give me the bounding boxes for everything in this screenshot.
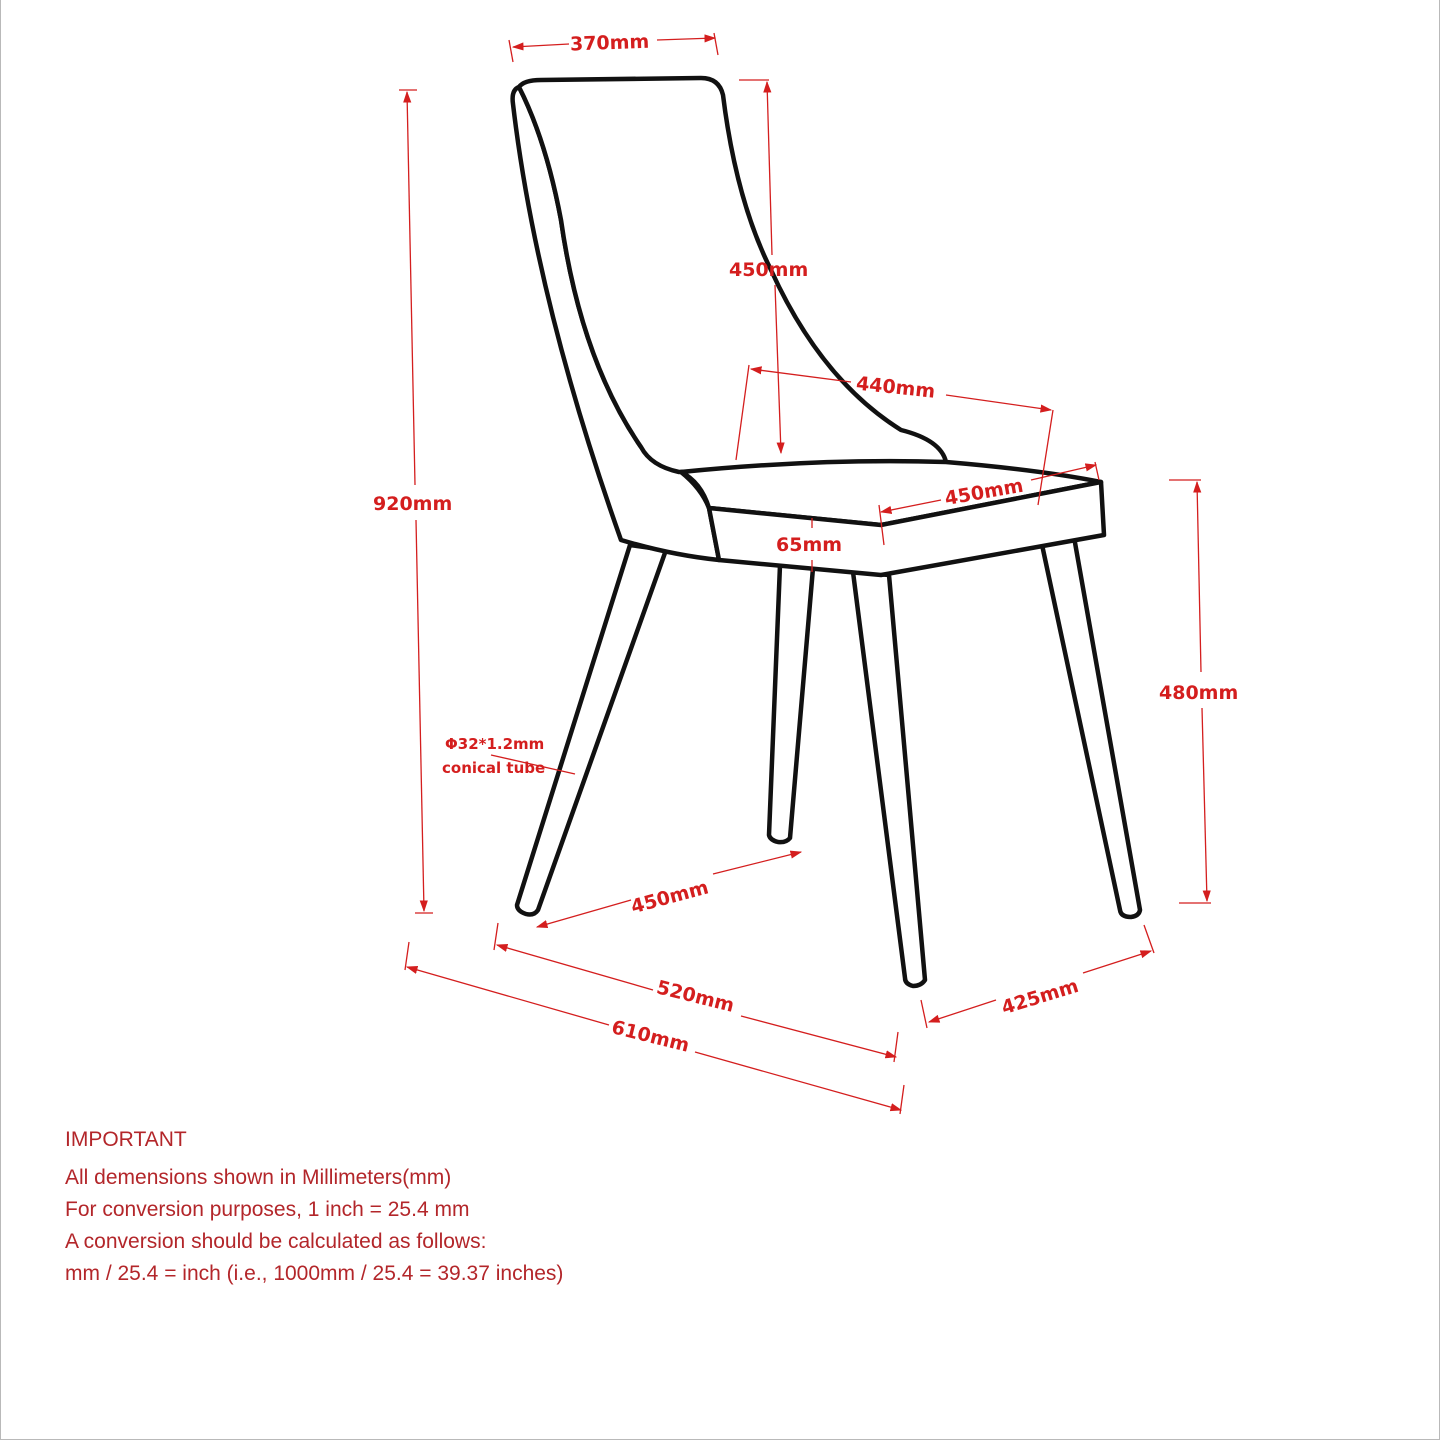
label-overall-depth: 610mm <box>609 1016 692 1057</box>
label-seat-height: 480mm <box>1159 682 1239 704</box>
back-right-leg <box>1041 537 1140 917</box>
note-line-conversion: For conversion purposes, 1 inch = 25.4 mm <box>65 1198 470 1221</box>
label-leg-spec-line1: Φ32*1.2mm <box>445 735 545 753</box>
label-backrest-height: 450mm <box>729 259 809 281</box>
label-seat-thickness: 65mm <box>776 534 843 556</box>
front-right-leg <box>853 572 925 986</box>
label-leg-span-back: 425mm <box>998 974 1082 1020</box>
back-left-leg <box>769 565 813 842</box>
notes-title: IMPORTANT <box>65 1128 187 1151</box>
important-notes <box>65 1124 563 1290</box>
label-leg-span-side: 450mm <box>628 876 711 919</box>
label-overall-width-front: 520mm <box>654 976 737 1017</box>
label-seat-width-top: 440mm <box>855 372 937 403</box>
label-seat-back-width: 370mm <box>569 30 650 56</box>
note-line-formula: mm / 25.4 = inch (i.e., 1000mm / 25.4 = 39.37 inches) <box>65 1262 564 1285</box>
note-line-units: All demensions shown in Millimeters(mm) <box>65 1166 452 1189</box>
front-left-leg <box>517 545 666 915</box>
label-overall-height: 920mm <box>373 493 453 515</box>
dimension-labels <box>373 31 1238 1057</box>
label-seat-depth: 450mm <box>943 474 1025 511</box>
note-line-method: A conversion should be calculated as follows: <box>65 1230 487 1253</box>
label-leg-spec-line2: conical tube <box>442 759 546 777</box>
chair-outline <box>513 78 1140 986</box>
